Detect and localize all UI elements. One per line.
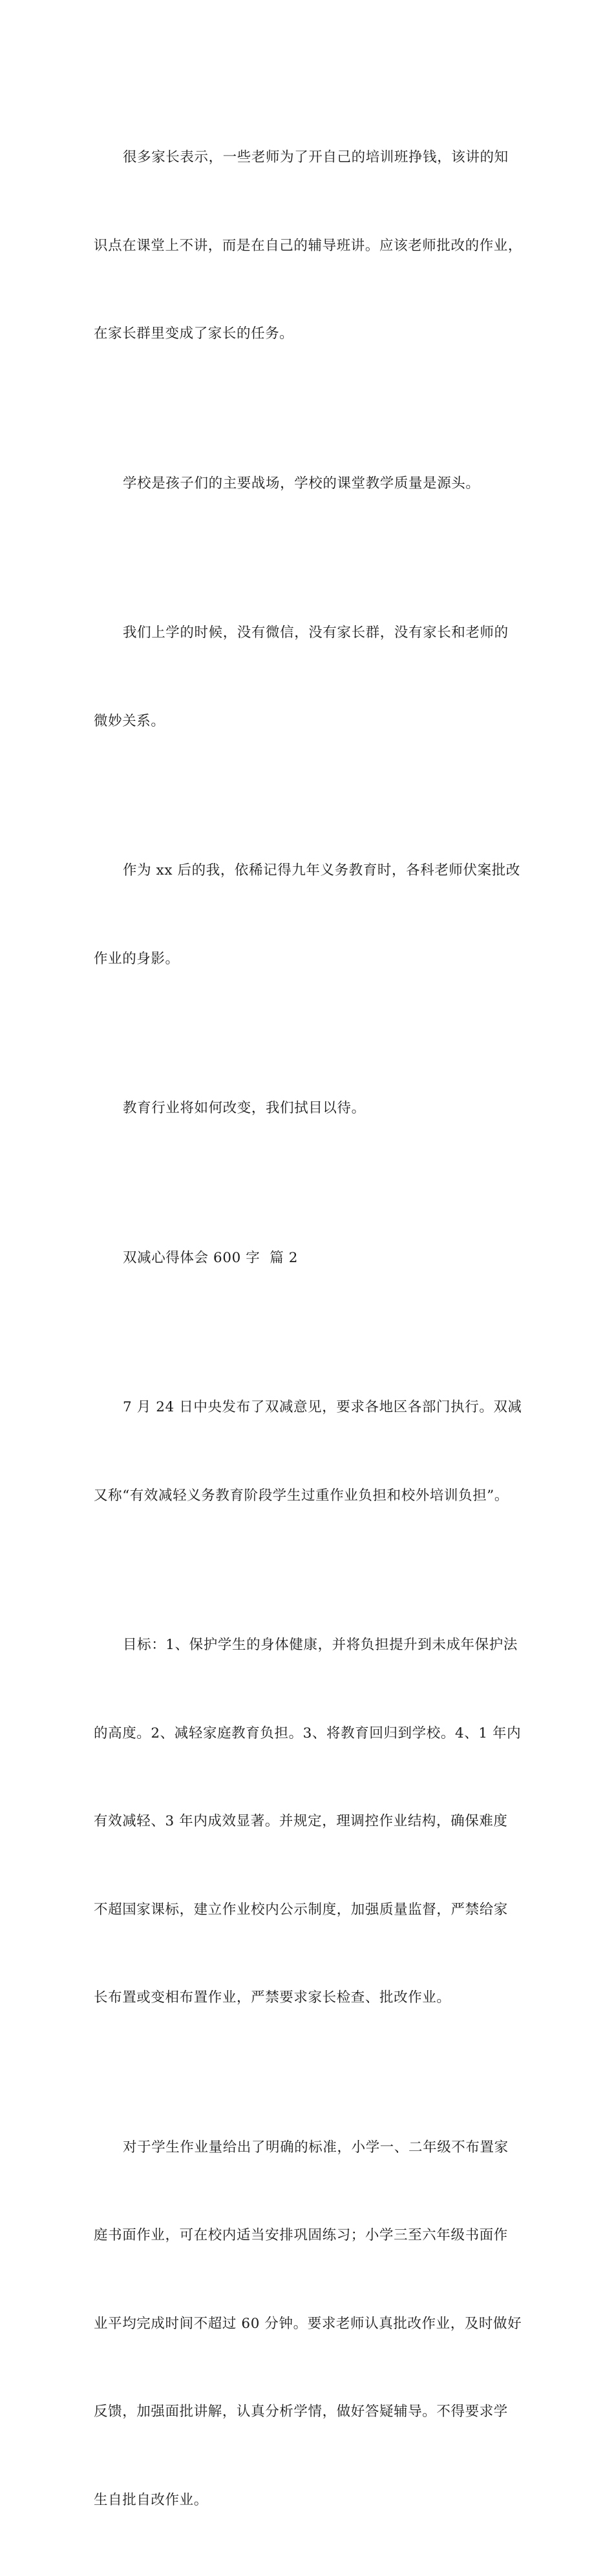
text-line: 不超国家课标，建立作业校内公示制度，加强质量监督，严禁给家: [94, 1901, 508, 1918]
text-line: 业平均完成时间不超过 60 分钟。要求老师认真批改作业，及时做好: [94, 2315, 522, 2332]
text-line: 反馈，加强面批讲解，认真分析学情，做好答疑辅导。不得要求学: [94, 2404, 508, 2420]
text-line: 又称“有效减轻义务教育阶段学生过重作业负担和校外培训负担”。: [94, 1487, 509, 1504]
text-line: 有效减轻、3 年内成效显著。并规定，理调控作业结构，确保难度: [94, 1813, 508, 1829]
text-line: 很多家长表示，一些老师为了开自己的培训班挣钱，该讲的知: [123, 149, 509, 165]
document-body: [94, 84, 527, 2576]
section-heading: [94, 1185, 527, 1332]
heading-line: 双减心得体会 600 字 篇 2: [123, 1249, 299, 1266]
text-line: 对于学生作业量给出了明确的标准，小学一、二年级不布置家: [123, 2139, 509, 2155]
text-line: 长布置或变相布置作业，严禁要求家长检查、批改作业。: [94, 1989, 451, 2006]
paragraph: [94, 1035, 527, 1182]
text-line: 作为 xx 后的我，依稀记得九年义务教育时，各科老师伏案批改: [123, 862, 520, 878]
text-line: 在家长群里变成了家长的任务。: [94, 326, 294, 342]
text-line: 作业的身影。: [94, 950, 180, 967]
text-line: 庭书面作业，可在校内适当安排巩固练习；小学三至六年级书面作: [94, 2227, 508, 2243]
text-line: 的高度。2、减轻家庭教育负担。3、将教育回归到学校。4、1 年内: [94, 1725, 522, 1741]
text-line: 教育行业将如何改变，我们拭目以待。: [123, 1100, 366, 1116]
text-line: 微妙关系。: [94, 712, 165, 729]
text-line: 目标：1、保护学生的身体健康，并将负担提升到未成年保护法: [123, 1637, 518, 1653]
text-line: 我们上学的时候，没有微信，没有家长群，没有家长和老师的: [123, 625, 509, 641]
paragraph: [94, 410, 527, 557]
paragraph: [94, 1334, 527, 1569]
text-line: 7 月 24 日中央发布了双减意见，要求各地区各部门执行。双减: [123, 1399, 522, 1415]
paragraph: [94, 797, 527, 1032]
text-line: 学校是孩子们的主要战场，学校的课堂教学质量是源头。: [123, 475, 480, 492]
text-line: 生自批自改作业。: [94, 2491, 208, 2508]
paragraph: [94, 84, 527, 408]
paragraph: [94, 559, 527, 795]
text-line: 识点在课堂上不讲，而是在自己的辅导班讲。应该老师批改的作业，: [94, 237, 523, 254]
paragraph: [94, 2074, 527, 2574]
paragraph: [94, 1572, 527, 2072]
